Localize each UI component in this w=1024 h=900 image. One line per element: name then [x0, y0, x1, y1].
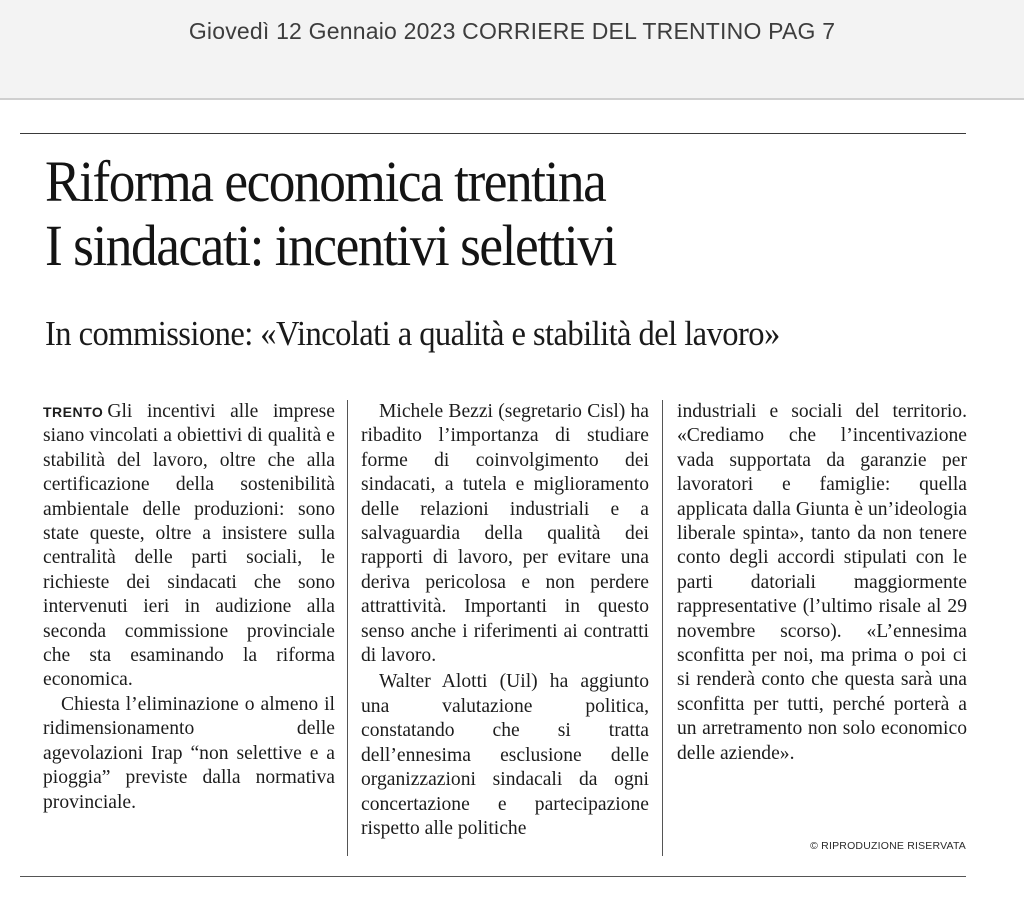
article-paragraph: Michele Bezzi (segretario Cisl) ha ribadito l’importanza di studiare forme di coinvolgimento dei sindacati, a tutela e miglioramento delle relazioni industriali e a salvaguardia della qualità dei rapporti di lavoro, per evitare una deriva pericolosa e non perdere attrattività. Importanti in questo senso anche i riferimenti ai contratti di lavoro.	[361, 401, 649, 667]
page-header-bar	[0, 0, 1024, 100]
article-column-1	[43, 400, 335, 815]
article-column-3	[677, 400, 967, 766]
column-divider	[347, 400, 348, 856]
article-paragraph: industriali e sociali del territorio. «Crediamo che l’incentivazione vada supportata da garanzie per lavoratori e famiglie: quella applicata dalla Giunta è un’ideologia liberale spinta», tanto da non tenere conto degli accordi stipulati con le parti datoriali maggiormente rappresentative (l’ultimo risale al 29 novembre scorso). «L’ennesima sconfitta per noi, ma prima o poi ci si renderà conto che questa sarà una sconfitta per tutti, perché porterà a un arretramento non solo economico delle aziende».	[677, 401, 967, 764]
subheadline: In commissione: «Vincolati a qualità e stabilità del lavoro»	[45, 314, 780, 353]
article-paragraph	[43, 400, 335, 693]
page-header-text: Giovedì 12 Gennaio 2023 CORRIERE DEL TRENTINO PAG 7	[188, 18, 836, 44]
headline	[45, 150, 910, 278]
article-column-2	[361, 400, 649, 841]
dateline: TRENTO	[43, 404, 104, 420]
column-divider	[662, 400, 663, 856]
article-paragraph: Walter Alotti (Uil) ha aggiunto una valutazione politica, constatando che si tratta dell’ennesima esclusione delle organizzazioni sindacali da ogni concertazione e partecipazione rispetto alle politiche	[361, 671, 649, 839]
headline-line-1: Riforma economica trentina	[45, 149, 606, 214]
copyright-notice: © RIPRODUZIONE RISERVATA	[810, 840, 966, 852]
paragraph-text: Gli incentivi alle imprese siano vincolati a obiettivi di qualità e stabilità del lavoro, oltre che alla certificazione della sostenibilità ambientale delle produzioni: sono state queste, oltre a insistere sulla centralità delle parti sociali, le richieste dei sindacati che sono intervenuti ieri in audizione alla seconda commissione provinciale che sta esaminando la riforma economica.	[43, 401, 335, 691]
article-paragraph: Chiesta l’eliminazione o almeno il ridimensionamento delle agevolazioni Irap “non selettive e a pioggia” previste dalla normativa provinciale.	[43, 693, 335, 813]
bottom-divider	[20, 876, 966, 877]
headline-line-2: I sindacati: incentivi selettivi	[45, 213, 616, 278]
top-divider	[20, 133, 966, 134]
